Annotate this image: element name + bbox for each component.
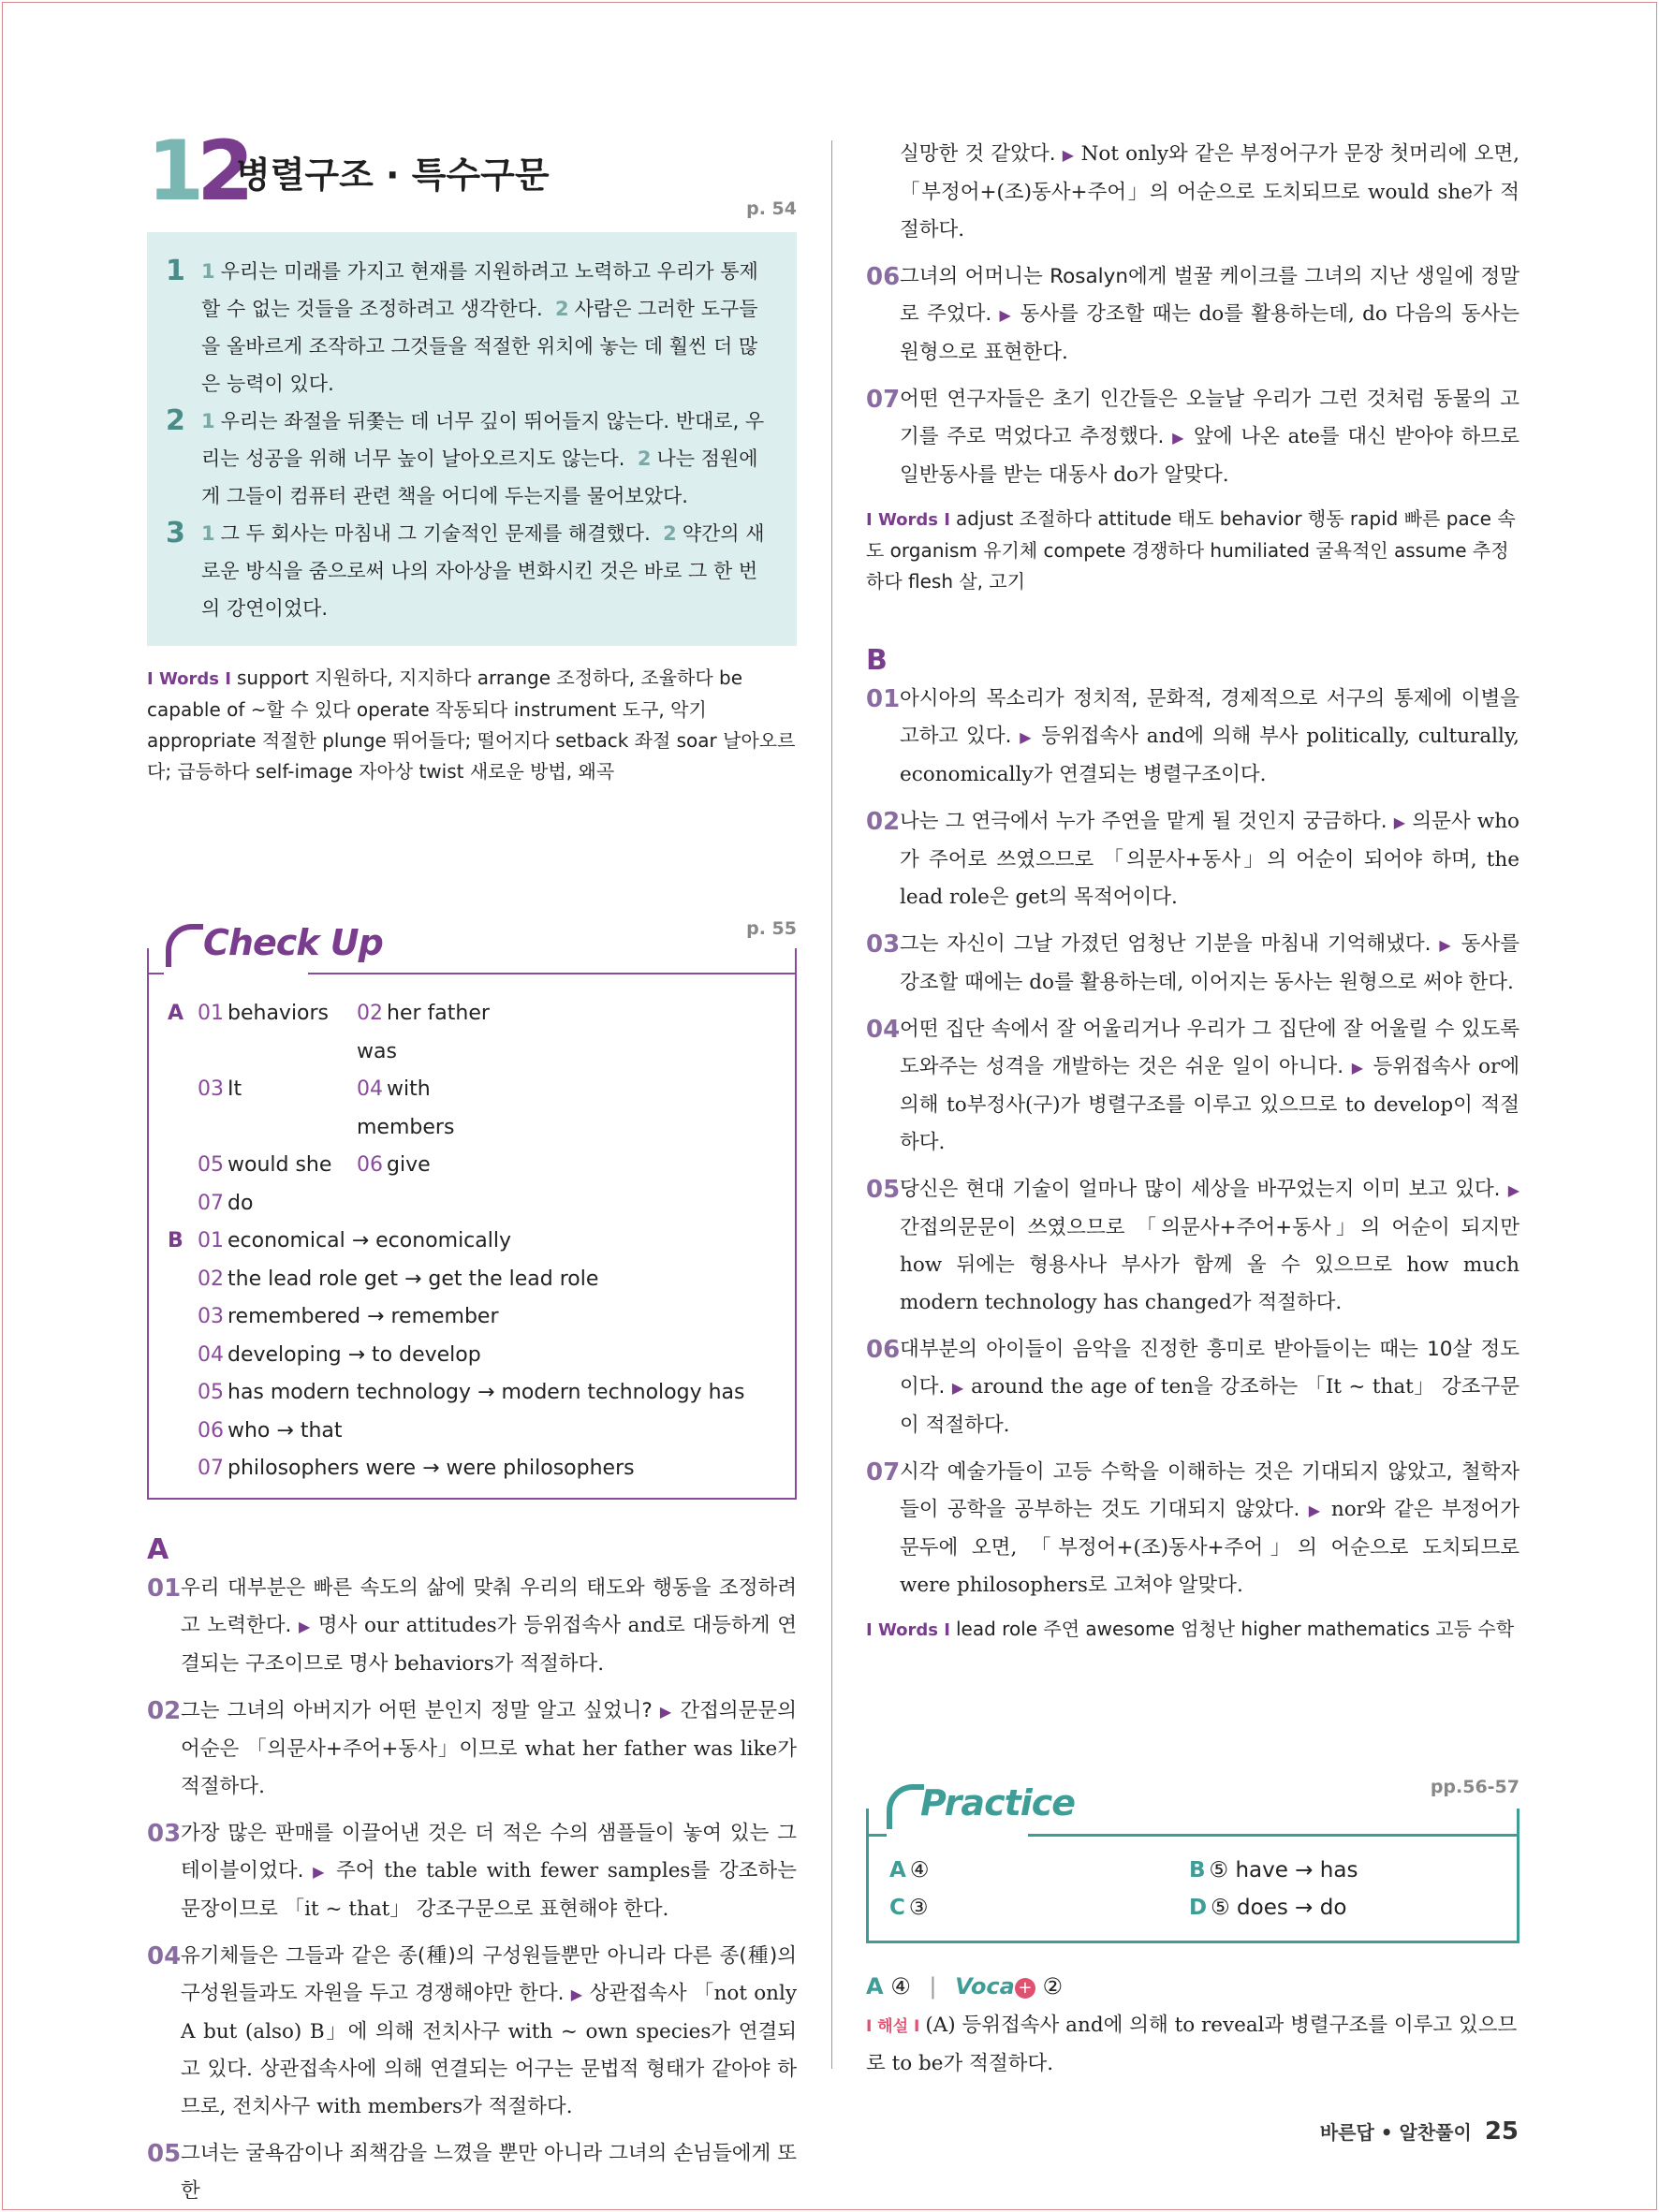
check-up-answer: 05 would she (198, 1153, 332, 1177)
plus-icon: + (1015, 1978, 1035, 1999)
arrow-icon: ▶ (1439, 936, 1453, 954)
left-column (147, 123, 798, 2212)
check-up-answer: 03 It (198, 1077, 242, 1101)
lesson-number: 12 (147, 123, 247, 219)
section-a-list (147, 1570, 797, 2210)
practice-page: pp.56-57 (1430, 1777, 1520, 1797)
section-b-list (866, 681, 1520, 1604)
check-up-section (147, 918, 797, 1500)
check-up-answer: 07 philosophers were → were philosophers (198, 1457, 635, 1480)
check-up-answer: 06 give (357, 1153, 431, 1177)
explanation-item: 06 대부분의 아이들이 음악을 진정한 흥미로 받아들이는 때는 10살 정도이다. ▶ around the age of ten을 강조하는 「It ~ that」 강조구문이 적절하다. (866, 1336, 1520, 1437)
explanation-item: 04 어떤 집단 속에서 잘 어울리거나 우리가 그 집단에 잘 어울릴 수 있도록 도와주는 성격을 개발하는 것은 쉬운 일이 아니다. ▶ 등위접속사 or에 의해 to부정사(구)가 병렬구조를 이루고 있으므로 to develop이 적절하다. (866, 1016, 1520, 1154)
arrow-icon: ▶ (1020, 728, 1034, 746)
translation-row: 3 1 그 두 회사는 마침내 그 기술적인 문제를 해결했다. 2 약간의 새로운 방식을 줌으로써 나의 자아상을 변화시킨 것은 바로 그 한 번의 강연이었다. (166, 517, 765, 620)
explanation-item: 04 유기체들은 그들과 같은 종(種)의 구성원들뿐만 아니라 다른 종(種)의 구성원들과도 자원을 두고 경쟁해야만 한다. ▶ 상관접속사 「not only A but (also) B」에 의해 전치사구 with ~ own species가 연결되고 있다. 상관접속사에 의해 연결되는 어구는 문법적 형태가 같아야 하므로, 전치사구 with members가 적절하다. (147, 1941, 798, 2118)
check-up-bracket-icon (166, 924, 203, 967)
explanation-item: 03 가장 많은 판매를 이끌어낸 것은 더 적은 수의 샘플들이 놓여 있는 그 테이블이었다. ▶ 주어 the table with fewer samples를 강조하는 문장이므로 「it ~ that」 강조구문으로 표현해야 한다. (147, 1819, 797, 1921)
check-up-answer: 01 behaviors (198, 1002, 330, 1025)
page-number: 25 (1484, 2117, 1519, 2146)
explanation-item: 05 당신은 현대 기술이 얼마나 많이 세상을 바꾸었는지 이미 보고 있다. ▶ 간접의문문이 쓰였으므로 「의문사+주어+동사」의 어순이 되지만 how 뒤에는 형용사나 부사가 함께 올 수 있으므로 how much modern technology has changed가 적절하다. (866, 1176, 1520, 1314)
practice-title: Practice (920, 1782, 1076, 1824)
check-up-answer: 04 with members (357, 1077, 455, 1139)
check-up-answer: 06 who → that (198, 1418, 343, 1443)
practice-section (866, 1777, 1520, 1943)
translation-row: 2 1 우리는 좌절을 뒤쫓는 데 너무 깊이 뛰어들지 않는다. 반대로, 우리는 성공을 위해 너무 높이 날아오르지도 않는다. 2 나는 점원에게 그들이 컴퓨터 관련 책을 어디에 두는지를 물어보았다. (166, 404, 765, 507)
explanation-item: 02 나는 그 연극에서 누가 주연을 맡게 될 것인지 궁금하다. ▶ 의문사 who가 주어로 쓰였으므로 「의문사+동사」의 어순이 되어야 하며, the lead role은 get의 목적어이다. (866, 808, 1520, 909)
explanation-text: I 해설 I (A) 등위접속사 and에 의해 to reveal과 병렬구조를 이루고 있으므로 to be가 적절하다. (866, 2014, 1518, 2075)
arrow-icon: ▶ (1062, 146, 1075, 164)
arrow-icon: ▶ (951, 1379, 964, 1397)
practice-bracket-icon (887, 1784, 924, 1829)
lesson-title: 병렬구조 · 특수구문 (236, 154, 550, 196)
explanation-item: 01 아시아의 목소리가 정치적, 문화적, 경제적으로 서구의 통제에 이별을 고하고 있다. ▶ 등위접속사 and에 의해 부사 politically, culturally, economically가 연결되는 병렬구조이다. (866, 685, 1520, 786)
arrow-icon: ▶ (659, 1702, 673, 1721)
column-divider (831, 140, 832, 2069)
translation-row: 1 1 우리는 미래를 가지고 현재를 지원하려고 노력하고 우리가 통제할 수 없는 것들을 조정하려고 생각한다. 2 사람은 그러한 도구들을 올바르게 조작하고 그것들을 적절한 위치에 놓는 데 훨씬 더 많은 능력이 있다. (166, 255, 758, 395)
section-a-heading: A (147, 1532, 169, 1566)
final-answer: A ④ | Voca + ② (866, 1973, 1064, 2000)
explanation-item: 07 시각 예술가들이 고등 수학을 이해하는 것은 기대되지 않았고, 철학자들이 공학을 공부하는 것도 기대되지 않았다. ▶ nor와 같은 부정어가 문두에 오면, 「부정어+(조)동사+주어」의 어순으로 도치되므로 were philosophers로 고쳐야 알맞다. (866, 1458, 1520, 1597)
explanation-item: 02 그는 그녀의 아버지가 어떤 분인지 정말 알고 싶었니? ▶ 간접의문문의 어순은 「의문사+주어+동사」이므로 what her father was like가 적절하다. (147, 1696, 797, 1798)
section-b-heading: B (866, 644, 888, 677)
arrow-icon: ▶ (1507, 1181, 1520, 1199)
explanation-item: 06 그녀의 어머니는 Rosalyn에게 벌꿀 케이크를 그녀의 지난 생일에 정말로 주었다. ▶ 동사를 강조할 때는 do를 활용하는데, do 다음의 동사는 원형으로 표현한다. (866, 263, 1520, 364)
voca-label: Voca (955, 1973, 1015, 2000)
lesson-header (147, 123, 797, 232)
arrow-icon: ▶ (1308, 1502, 1323, 1519)
words-list: I Words I support 지원하다, 지지하다 arrange 조정하다, 조율하다 be capable of ~할 수 있다 operate 작동되다 instrument 도구, 악기 appropriate 적절한 plunge 뛰어들다; 떨어지다 setback 좌절 soar 날아오르다; 급등하다 self-image 자아상 twist 새로운 방법, 왜곡 (147, 667, 796, 783)
check-up-answer: 02 her father was (357, 1002, 490, 1063)
explanation-item: 05 그녀는 굴욕감이나 죄책감을 느꼈을 뿐만 아니라 그녀의 손님들에게 또한 (147, 2139, 797, 2203)
arrow-icon: ▶ (1351, 1059, 1365, 1077)
explanation-item: 03 그는 자신이 그날 가졌던 엄청난 기분을 마침내 기억해냈다. ▶ 동사를 강조할 때에는 do를 활용하는데, 이어지는 동사는 원형으로 써야 한다. (866, 930, 1520, 994)
arrow-icon: ▶ (1393, 813, 1406, 831)
arrow-icon: ▶ (1172, 429, 1186, 447)
page-footer: 바른답 • 알찬풀이 25 (1319, 2117, 1519, 2146)
check-up-title: Check Up (203, 922, 383, 963)
explanation-item: 01 우리 대부분은 빠른 속도의 삶에 맞춰 우리의 태도와 행동을 조정하려고 노력한다. ▶ 명사 our attitudes가 등위접속사 and로 대등하게 연결되는 구조이므로 명사 behaviors가 적절하다. (147, 1574, 797, 1676)
practice-answer: C ③ (889, 1896, 929, 1920)
words-list: I Words I adjust 조절하다 attitude 태도 behavior 행동 rapid 빠른 pace 속도 organism 유기체 compete 경쟁하다 humiliated 굴욕적인 assume 추정하다 flesh 살, 고기 (866, 507, 1516, 593)
check-up-answer: 04 developing → to develop (198, 1342, 481, 1367)
check-up-answer: 03 remembered → remember (198, 1305, 499, 1328)
arrow-icon: ▶ (570, 1985, 583, 2003)
arrow-icon: ▶ (999, 306, 1013, 324)
check-up-box: A 01 behaviors 02 her father was 03 It 04 with members 05 would she 06 give 07 do B 01 economical → economically 02 the lead role get → get the lead role 03 remembered → remember 04 developing → to develop 05 has modern technology → modern technology has 06 who → that 07 philosophers were → were philosophers (147, 974, 797, 1500)
page-reference: p. 54 (746, 198, 797, 219)
explanation-item: 07 어떤 연구자들은 초기 인간들은 오늘날 우리가 그런 것처럼 동물의 고기를 주로 먹었다고 추정했다. ▶ 앞에 나온 ate를 대신 받아야 하므로 일반동사를 받는 대동사 do가 알맞다. (866, 386, 1520, 487)
translation-box (147, 232, 797, 646)
check-up-answer: 05 has modern technology → modern technology has (198, 1381, 745, 1404)
arrow-icon: ▶ (299, 1617, 312, 1635)
practice-box (866, 1837, 1520, 1943)
check-up-answer: 02 the lead role get → get the lead role (198, 1267, 599, 1291)
check-up-answer: 07 do (198, 1191, 254, 1215)
explanation-item-continued: 실망한 것 같았다. ▶ Not only와 같은 부정어구가 문장 첫머리에 오면, 「부정어+(조)동사+주어」의 어순으로 도치되므로 would she가 적절하다. (900, 142, 1520, 242)
right-column (866, 136, 1520, 2083)
arrow-icon: ▶ (313, 1862, 328, 1881)
practice-answer: B ⑤ have → has (1189, 1858, 1358, 1882)
practice-answer: A ④ (889, 1858, 930, 1882)
check-up-answer: 01 economical → economically (198, 1229, 512, 1252)
check-up-page: p. 55 (746, 918, 797, 939)
practice-answer: D ⑤ does → do (1189, 1896, 1347, 1920)
words-list: I Words I lead role 주연 awesome 엄청난 higher mathematics 고등 수학 (866, 1618, 1515, 1640)
